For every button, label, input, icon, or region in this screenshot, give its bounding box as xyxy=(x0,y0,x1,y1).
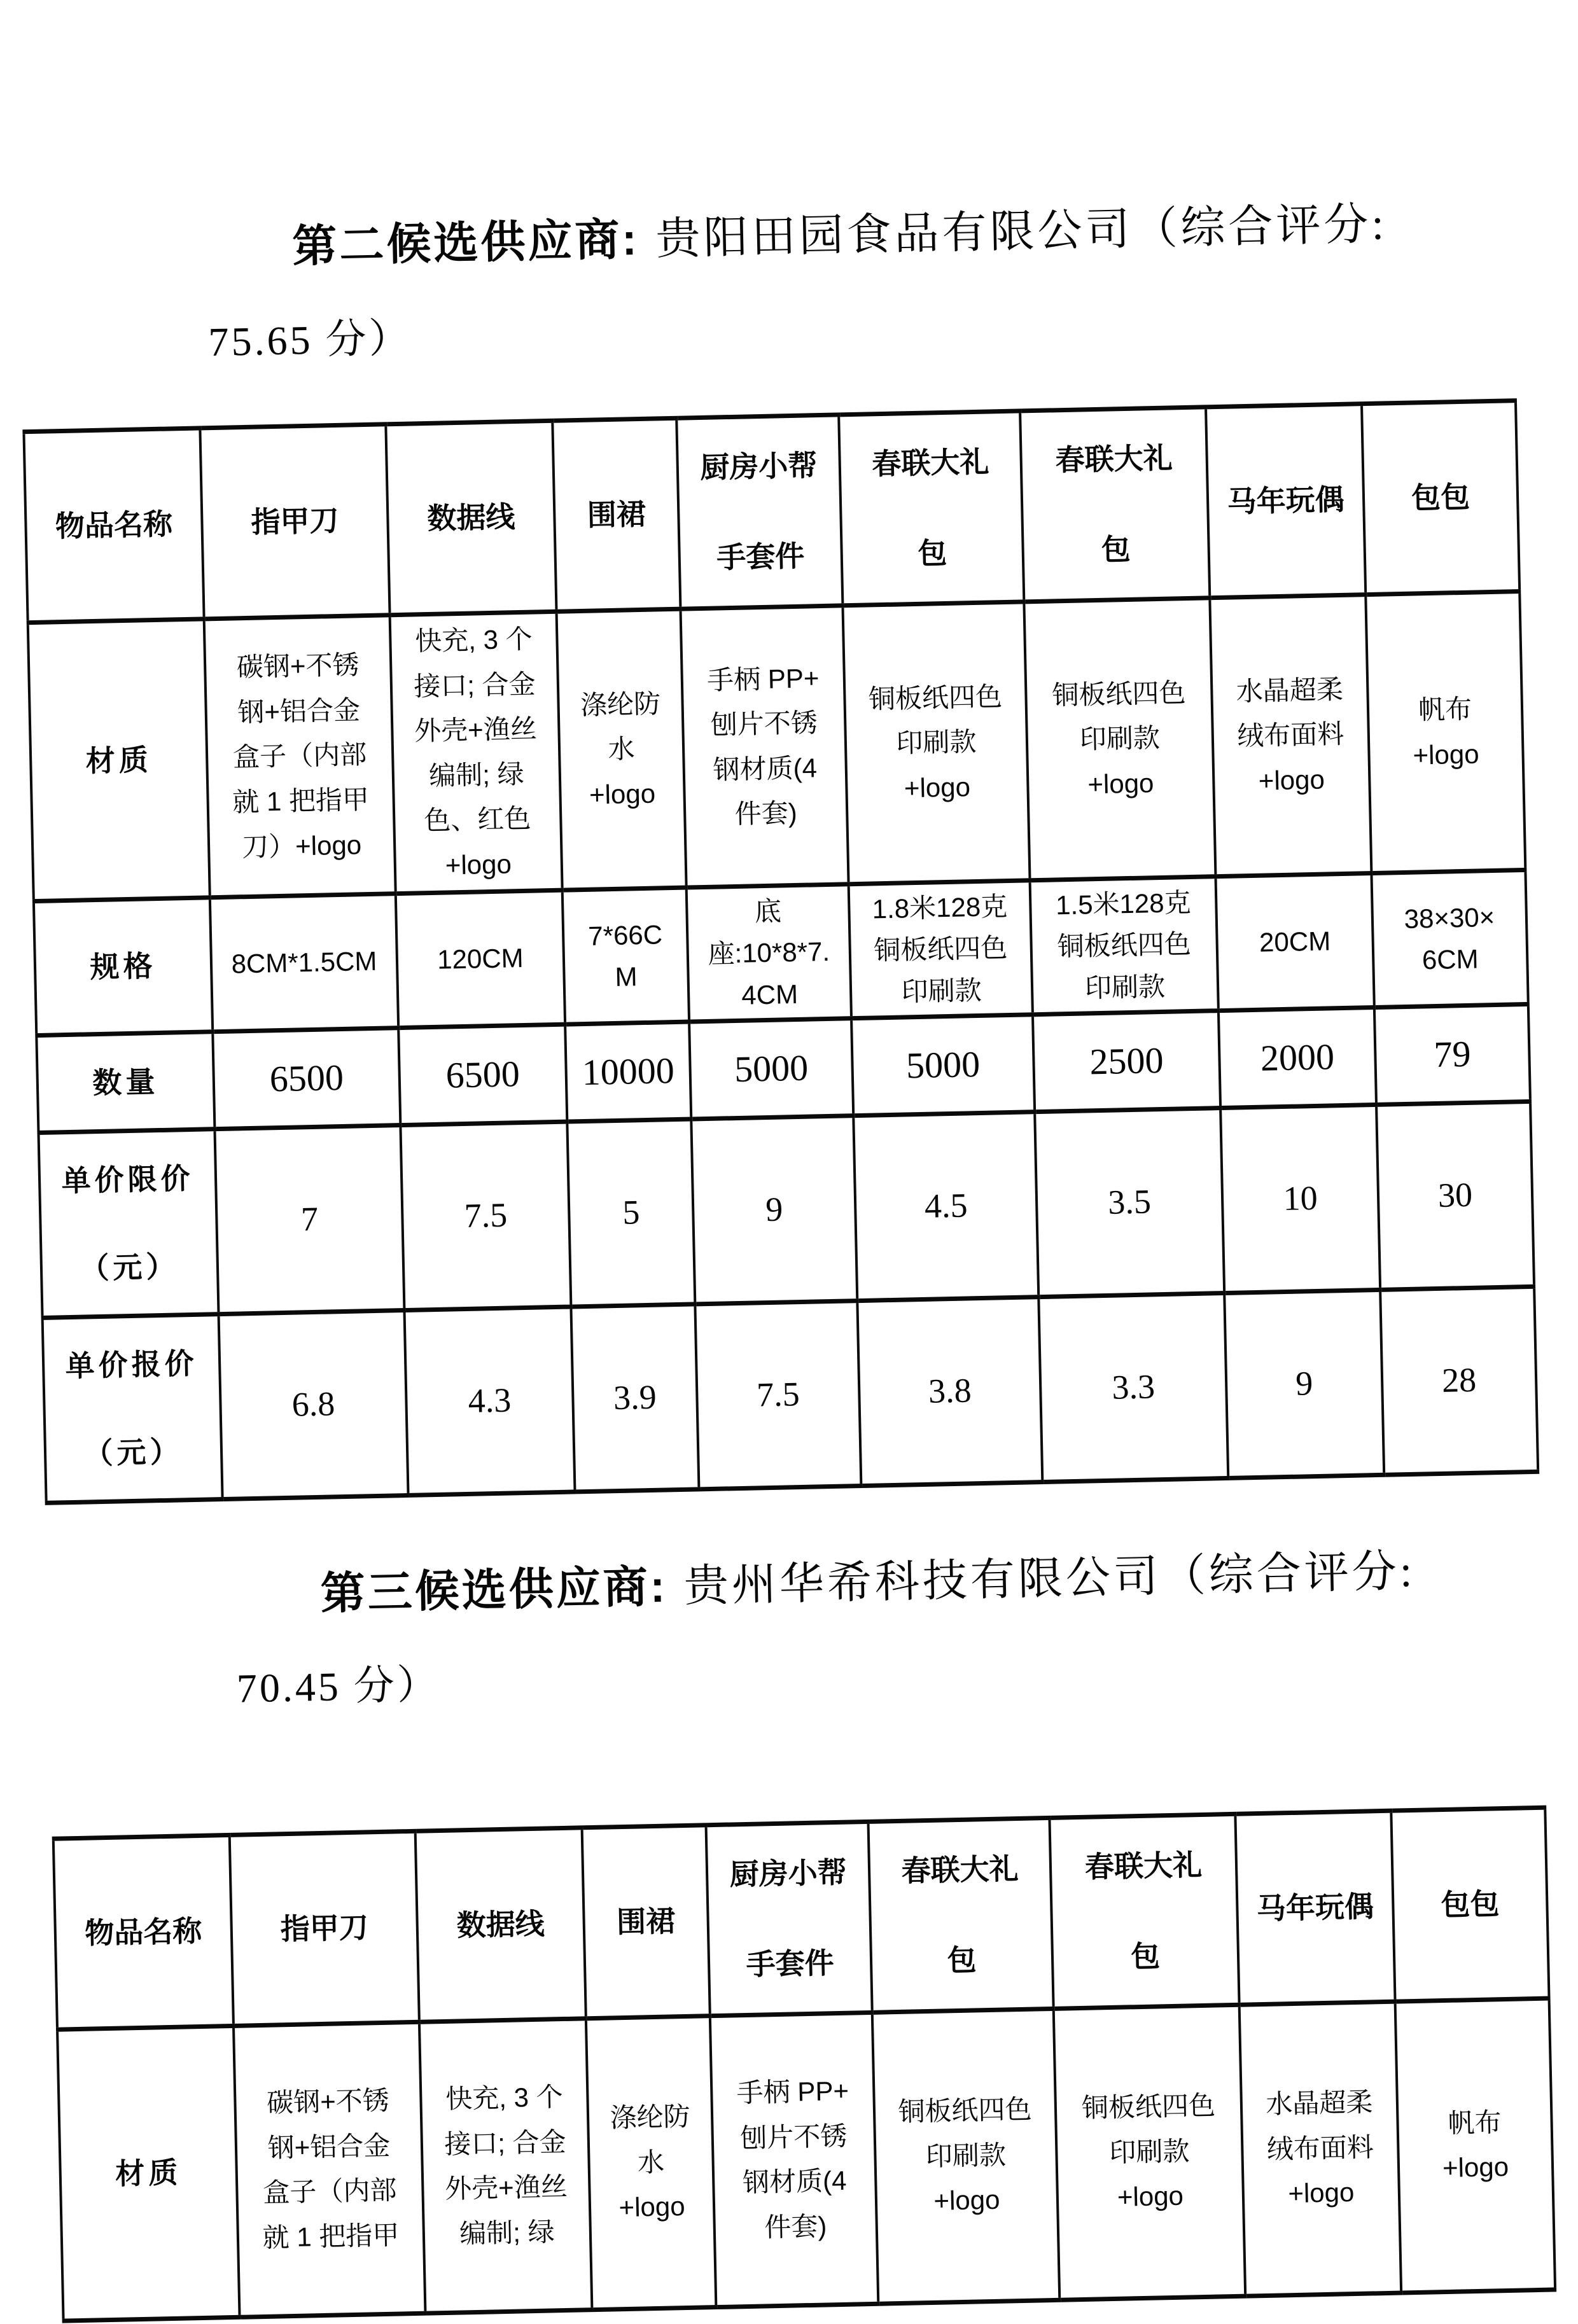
section3-heading-line1 xyxy=(46,1542,1539,1626)
table-cell: 铜板纸四色 印刷款 +logo xyxy=(1054,2005,1246,2300)
table-cell: 10000 xyxy=(565,1022,691,1122)
column-header: 指甲刀 xyxy=(230,1831,419,2026)
table-cell: 7.5 xyxy=(400,1122,571,1310)
section3-heading-score: 70.45 分） xyxy=(48,1639,1541,1715)
row-label: 数量 xyxy=(36,1031,214,1132)
table-cell: 帆布 +logo xyxy=(1395,1998,1556,2293)
section3-heading-company: 贵州华希科技有限公司（综合评分: xyxy=(683,1547,1416,1611)
column-header: 指甲刀 xyxy=(200,424,389,619)
table-cell: 水晶超柔 绒布面料 +logo xyxy=(1210,595,1371,877)
section2-heading-prefix: 第二候选供应商: xyxy=(292,214,640,271)
table-row xyxy=(43,1286,1539,1503)
table-cell: 5000 xyxy=(689,1018,853,1118)
table-cell: 4.5 xyxy=(853,1111,1038,1300)
table-cell: 8CM*1.5CM xyxy=(210,894,398,1031)
table-cell: 帆布 +logo xyxy=(1365,592,1525,873)
column-header: 围裙 xyxy=(582,1825,710,2018)
table-cell: 9 xyxy=(691,1115,857,1304)
table-cell: 快充, 3 个 接口; 合金 外壳+渔丝 编制; 绿 xyxy=(419,2019,592,2313)
row-label: 规格 xyxy=(34,898,213,1035)
row-label: 材质 xyxy=(57,2026,240,2321)
column-header: 马年玩偶 xyxy=(1206,404,1365,598)
item-name-corner-header: 物品名称 xyxy=(53,1835,234,2029)
table-cell: 铜板纸四色 印刷款 +logo xyxy=(1024,598,1215,880)
table-cell: 3.8 xyxy=(857,1297,1042,1486)
column-header: 包包 xyxy=(1362,401,1519,595)
column-header: 厨房小帮 手套件 xyxy=(676,415,842,609)
table-row xyxy=(39,1101,1535,1318)
column-header: 围裙 xyxy=(552,418,680,611)
column-header: 包包 xyxy=(1391,1807,1549,2001)
table-cell: 铜板纸四色 印刷款 +logo xyxy=(872,2008,1060,2304)
table-cell: 6500 xyxy=(213,1027,400,1129)
supplier2-price-table xyxy=(22,398,1539,1505)
table-cell: 碳钢+不锈 钢+铝合金 盒子（内部 就 1 把指甲 刀）+logo xyxy=(204,615,396,898)
column-header: 春联大礼 包 xyxy=(1049,1814,1239,2008)
table-cell: 底 座:10*8*7. 4CM xyxy=(687,884,851,1022)
table-cell: 30 xyxy=(1376,1101,1534,1290)
table-cell: 4.3 xyxy=(404,1307,575,1495)
table-cell: 涤纶防 水 +logo xyxy=(557,609,687,890)
row-label: 材质 xyxy=(28,619,210,901)
column-header: 数据线 xyxy=(415,1827,586,2022)
table-cell: 7*66C M xyxy=(562,887,689,1024)
table-cell: 水晶超柔 绒布面料 +logo xyxy=(1239,2001,1402,2296)
column-header: 数据线 xyxy=(386,421,556,615)
column-header: 春联大礼 包 xyxy=(1020,407,1210,602)
column-header: 马年玩偶 xyxy=(1235,1811,1395,2005)
column-header: 春联大礼 包 xyxy=(868,1818,1053,2012)
section3-heading xyxy=(10,1473,1578,1716)
table-row xyxy=(28,592,1526,901)
table-cell: 9 xyxy=(1224,1290,1384,1478)
table-cell: 120CM xyxy=(396,891,565,1028)
table-cell: 碳钢+不锈 钢+铝合金 盒子（内部 就 1 把指甲 xyxy=(234,2022,426,2317)
table-cell: 快充, 3 个 接口; 合金 外壳+渔丝 编制; 绿 色、红色 +logo xyxy=(390,611,562,894)
table-cell: 2000 xyxy=(1218,1007,1376,1108)
table-cell: 3.3 xyxy=(1038,1293,1228,1482)
table-cell: 1.8米128克 铜板纸四色 印刷款 xyxy=(849,880,1033,1018)
table-cell: 7 xyxy=(214,1125,404,1314)
section2-heading-company: 贵阳田园食品有限公司（综合评分: xyxy=(655,200,1388,264)
row-label: 单价报价 （元） xyxy=(43,1314,223,1503)
table-cell: 2500 xyxy=(1033,1010,1220,1111)
table-cell: 7.5 xyxy=(695,1300,861,1489)
section2-heading-line1 xyxy=(18,195,1511,279)
section2-heading xyxy=(0,0,1564,369)
table-header-row xyxy=(24,401,1519,623)
table-cell: 铜板纸四色 印刷款 +logo xyxy=(842,602,1030,884)
table-cell: 6500 xyxy=(398,1024,567,1125)
table-cell: 手柄 PP+ 刨片不锈 钢材质(4 件套) xyxy=(680,606,848,888)
table-cell: 38×30× 6CM xyxy=(1371,870,1528,1007)
row-label: 单价限价 （元） xyxy=(39,1129,219,1318)
table-cell: 10 xyxy=(1220,1104,1380,1293)
table-header-row xyxy=(53,1807,1549,2029)
table-row xyxy=(57,1998,1555,2321)
table-cell: 3.5 xyxy=(1035,1108,1224,1297)
table-cell: 5 xyxy=(567,1119,695,1307)
table-cell: 28 xyxy=(1380,1286,1538,1475)
supplier3-price-table xyxy=(52,1805,1557,2323)
table-cell: 1.5米128克 铜板纸四色 印刷款 xyxy=(1030,877,1218,1014)
table-cell: 手柄 PP+ 刨片不锈 钢材质(4 件套) xyxy=(710,2012,879,2307)
column-header: 厨房小帮 手套件 xyxy=(706,1821,872,2015)
table-cell: 79 xyxy=(1374,1004,1530,1104)
table-cell: 涤纶防 水 +logo xyxy=(586,2015,716,2309)
table-cell: 6.8 xyxy=(219,1310,408,1499)
table-cell: 20CM xyxy=(1215,873,1374,1010)
item-name-corner-header: 物品名称 xyxy=(24,428,204,623)
table-cell: 3.9 xyxy=(571,1304,699,1492)
section3-heading-prefix: 第三候选供应商: xyxy=(320,1561,668,1618)
table-cell: 5000 xyxy=(851,1014,1035,1115)
column-header: 春联大礼 包 xyxy=(839,411,1024,606)
section2-heading-score: 75.65 分） xyxy=(20,293,1513,368)
